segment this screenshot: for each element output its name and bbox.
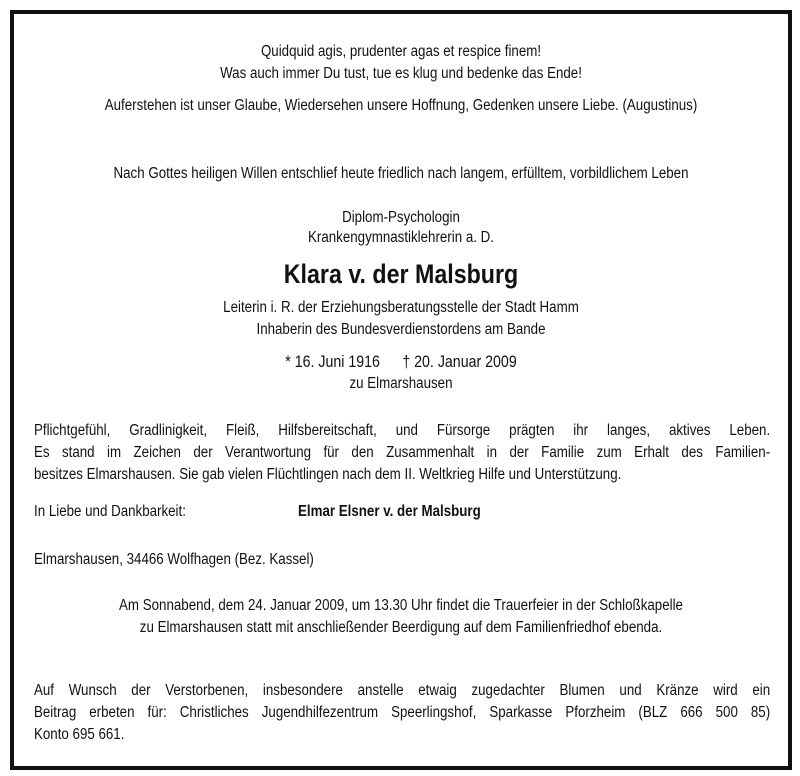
life-dates bbox=[68, 352, 734, 372]
intro-text: Nach Gottes heiligen Willen entschlief heute friedlich nach langem, erfülltem, vorbildlichem Leben bbox=[113, 165, 689, 182]
place-of-death: zu Elmarshausen bbox=[349, 375, 453, 392]
tribute-paragraph bbox=[34, 420, 770, 486]
donation-line-3: Konto 695 661. bbox=[34, 726, 125, 743]
tribute-line-3: besitzes Elmarshausen. Sie gab vielen Flüchtlingen nach dem II. Weltkrieg Hilfe und Unterstützung. bbox=[34, 466, 622, 483]
deceased-name: Klara v. der Malsburg bbox=[283, 259, 519, 289]
signature-label: In Liebe und Dankbarkeit: bbox=[34, 503, 186, 520]
motto-latin: Quidquid agis, prudenter agas et respice finem! bbox=[260, 43, 542, 60]
role-line-2: Inhaberin des Bundesverdienstordens am Bande bbox=[256, 321, 546, 338]
title-line-1: Diplom-Psychologin bbox=[342, 209, 460, 226]
role-line-1: Leiterin i. R. der Erziehungsberatungsstelle der Stadt Hamm bbox=[223, 299, 579, 316]
donation-paragraph bbox=[34, 680, 770, 746]
title-line-2: Krankengymnastiklehrerin a. D. bbox=[308, 229, 494, 246]
tribute-line-1: Pflichtgefühl, Gradlinigkeit, Fleiß, Hilfsbereitschaft, und Fürsorge prägten ihr langes, aktives Leben. bbox=[34, 422, 771, 439]
address: Elmarshausen, 34466 Wolfhagen (Bez. Kassel) bbox=[34, 551, 314, 568]
donation-line-1: Auf Wunsch der Verstorbenen, insbesondere anstelle etwaig zugedachter Blumen und Kränze wird ein bbox=[34, 682, 771, 699]
birth-date: * 16. Juni 1916 bbox=[285, 353, 380, 371]
death-date: † 20. Januar 2009 bbox=[402, 353, 517, 371]
tribute-line-2: Es stand im Zeichen der Verantwortung für den Zusammenhalt in der Familie zum Erhalt des Familien- bbox=[34, 444, 771, 461]
signature-name: Elmar Elsner v. der Malsburg bbox=[298, 503, 481, 520]
donation-line-2: Beitrag erbeten für: Christliches Jugendhilfezentrum Speerlingshof, Sparkasse Pforzheim (BLZ 666 500 85) bbox=[34, 704, 771, 721]
motto-german: Was auch immer Du tust, tue es klug und bedenke das Ende! bbox=[220, 65, 582, 82]
motto-augustinus: Auferstehen ist unser Glaube, Wiedersehen unsere Hoffnung, Gedenken unsere Liebe. (Augustinus) bbox=[104, 97, 698, 114]
funeral-line-2: zu Elmarshausen statt mit anschließender Beerdigung auf dem Familienfriedhof ebenda. bbox=[139, 619, 663, 636]
funeral-line-1: Am Sonnabend, dem 24. Januar 2009, um 13.30 Uhr findet die Trauerfeier in der Schloßkapelle bbox=[119, 597, 683, 614]
obituary-notice bbox=[10, 10, 792, 770]
